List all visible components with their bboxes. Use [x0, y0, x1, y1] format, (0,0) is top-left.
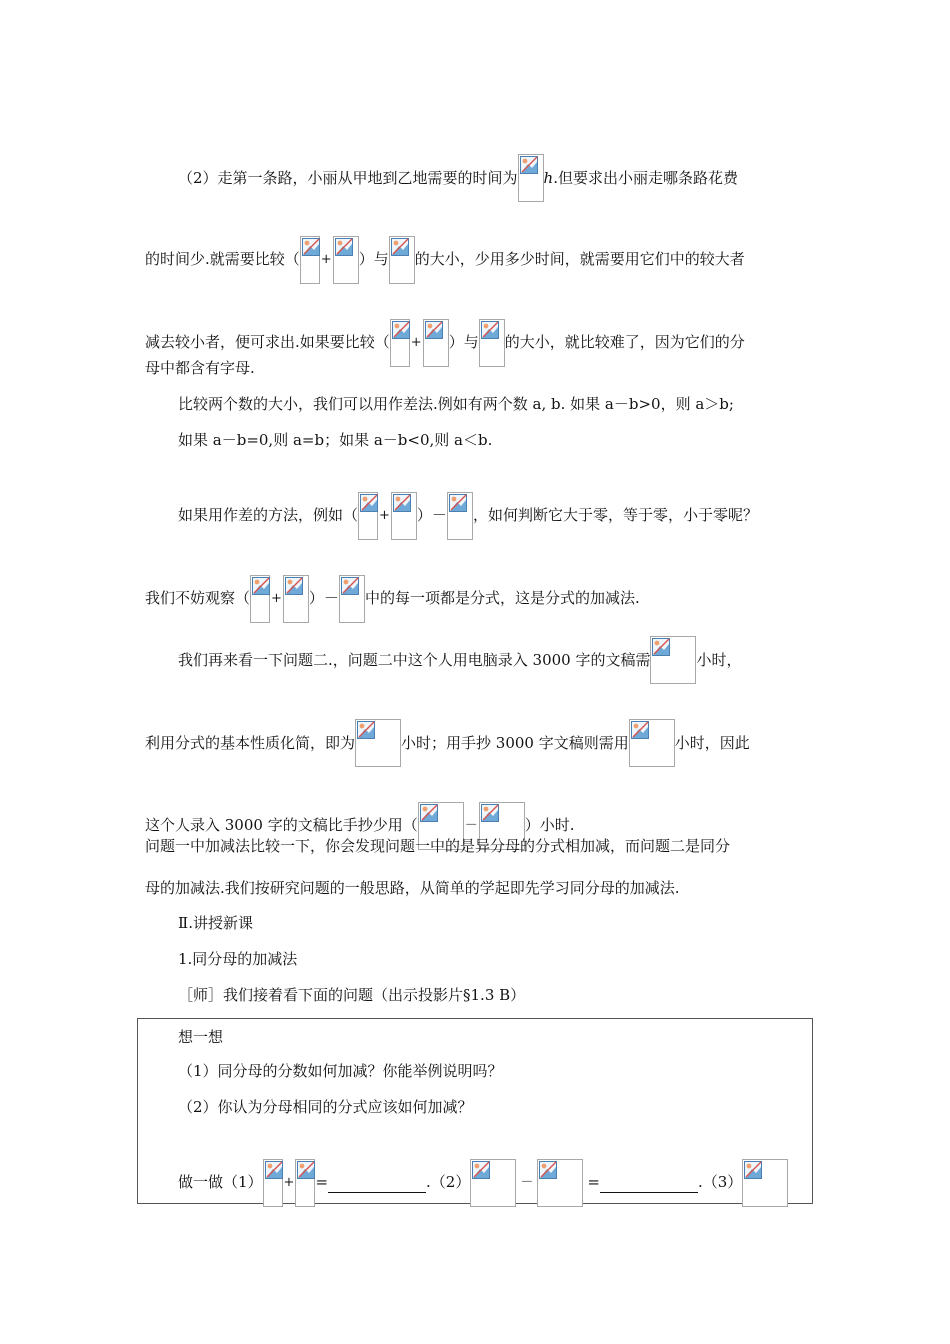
text: ）－	[308, 589, 339, 607]
paragraph-2	[145, 222, 810, 270]
formula-image	[283, 575, 309, 623]
text: 的大小，少用多少时间，就需要用它们中的较大者	[414, 250, 745, 268]
formula-image	[470, 1159, 516, 1207]
paragraph-11	[145, 788, 810, 836]
image-placeholder-icon	[392, 321, 410, 339]
plus-sign: +	[320, 252, 332, 267]
text: （2）走第一条路，小丽从甲地到乙地需要的时间为	[178, 169, 518, 187]
image-placeholder-icon	[341, 577, 359, 595]
subsection-heading: 1.同分母的加减法	[178, 950, 298, 968]
text: ，如何判断它大于零，等于零，小于零呢？	[472, 506, 758, 524]
text: ）与	[448, 333, 479, 351]
image-placeholder-icon	[481, 804, 499, 822]
paragraph-3	[145, 305, 810, 353]
text: 这个人录入 3000 字的文稿比手抄少用（	[145, 816, 418, 834]
formula-image	[391, 492, 417, 540]
equals-sign: =	[587, 1173, 600, 1191]
image-placeholder-icon	[297, 1161, 315, 1179]
image-placeholder-icon	[265, 1161, 283, 1179]
text: 如果用作差的方法，例如（	[178, 506, 359, 524]
paragraph-8	[145, 561, 810, 609]
formula-image	[339, 575, 365, 623]
equals-sign: =	[315, 1173, 329, 1191]
paragraph-7	[178, 478, 843, 526]
plus-sign: +	[271, 591, 282, 606]
text: ）与	[358, 250, 389, 268]
paragraph-6: 如果 a－b=0,则 a=b；如果 a－b<0,则 a＜b.	[178, 431, 493, 449]
text: ）小时.	[524, 816, 575, 834]
paragraph-1	[178, 140, 843, 188]
image-placeholder-icon	[360, 494, 378, 512]
text: 小时，	[696, 651, 742, 669]
formula-image	[250, 575, 270, 623]
teacher-line: ［师］我们接着看下面的问题（出示投影片§1.3 B）	[178, 986, 526, 1004]
formula-image	[333, 236, 359, 284]
exercise-box	[137, 1018, 813, 1204]
plus-sign: +	[379, 508, 390, 523]
text: .（3）	[697, 1173, 743, 1191]
paragraph-10	[145, 705, 810, 753]
image-placeholder-icon	[420, 804, 438, 822]
text: 我们不妨观察（	[145, 589, 251, 607]
image-placeholder-icon	[285, 577, 303, 595]
image-placeholder-icon	[652, 638, 670, 656]
image-placeholder-icon	[335, 238, 353, 256]
formula-image	[300, 236, 320, 284]
image-placeholder-icon	[391, 238, 409, 256]
formula-image	[295, 1159, 315, 1207]
box-title: 想一想	[178, 1028, 224, 1046]
image-placeholder-icon	[539, 1161, 557, 1179]
image-placeholder-icon	[631, 721, 649, 739]
paragraph-12: 问题一中加减法比较一下，你会发现问题一中的是异分母的分式相加减，而问题二是同分	[145, 837, 731, 855]
paragraph-13: 母的加减法.我们按研究问题的一般思路，从简单的学起即先学习同分母的加减法.	[145, 879, 680, 897]
image-placeholder-icon	[472, 1161, 490, 1179]
image-placeholder-icon	[393, 494, 411, 512]
paragraph-9	[178, 622, 843, 670]
text: 小时，因此	[674, 734, 750, 752]
image-placeholder-icon	[302, 238, 320, 256]
image-placeholder-icon	[357, 721, 375, 739]
answer-blank	[600, 1178, 698, 1193]
plus-sign: +	[283, 1175, 295, 1190]
answer-blank	[328, 1178, 426, 1193]
formula-image	[518, 154, 544, 202]
image-placeholder-icon	[744, 1161, 762, 1179]
paragraph-5: 比较两个数的大小，我们可以用作差法.例如有两个数 a, b. 如果 a－b>0，则 a＞b;	[178, 395, 734, 413]
text: 中的每一项都是分式，这是分式的加减法.	[364, 589, 640, 607]
minus-sign: －	[520, 1175, 534, 1190]
text: ）－	[416, 506, 447, 524]
image-placeholder-icon	[481, 321, 499, 339]
formula-image	[629, 719, 675, 767]
formula-image	[389, 236, 415, 284]
box-question-1: （1）同分母的分数如何加减？你能举例说明吗？	[178, 1062, 503, 1080]
text: 减去较小者，便可求出.如果要比较（	[145, 333, 390, 351]
text: .（2）	[426, 1173, 471, 1191]
image-placeholder-icon	[520, 156, 538, 174]
plus-sign: +	[410, 335, 422, 350]
text: 利用分式的基本性质化简，即为	[145, 734, 356, 752]
text: 我们再来看一下问题二.，问题二中这个人用电脑录入 3000 字的文稿需	[178, 651, 651, 669]
text: 小时；用手抄 3000 字文稿则需用	[401, 734, 629, 752]
unit-h: h	[543, 169, 554, 187]
text: .但要求出小丽走哪条路花费	[553, 169, 738, 187]
formula-image	[447, 492, 473, 540]
formula-image	[650, 636, 696, 684]
formula-image	[355, 719, 401, 767]
text: 的时间少.就需要比较（	[145, 250, 300, 268]
formula-image	[358, 492, 378, 540]
image-placeholder-icon	[252, 577, 270, 595]
formula-image	[537, 1159, 583, 1207]
section-heading: Ⅱ.讲授新课	[178, 914, 253, 932]
text: 做一做（1）	[178, 1173, 263, 1191]
paragraph-4: 母中都含有字母.	[145, 359, 255, 377]
text: 的大小，就比较难了，因为它们的分	[504, 333, 745, 351]
box-try-line	[178, 1145, 843, 1193]
minus-sign: －	[464, 818, 478, 833]
image-placeholder-icon	[425, 321, 443, 339]
formula-image	[742, 1159, 788, 1207]
box-question-2: （2）你认为分母相同的分式应该如何加减？	[178, 1098, 473, 1116]
image-placeholder-icon	[449, 494, 467, 512]
formula-image	[263, 1159, 283, 1207]
